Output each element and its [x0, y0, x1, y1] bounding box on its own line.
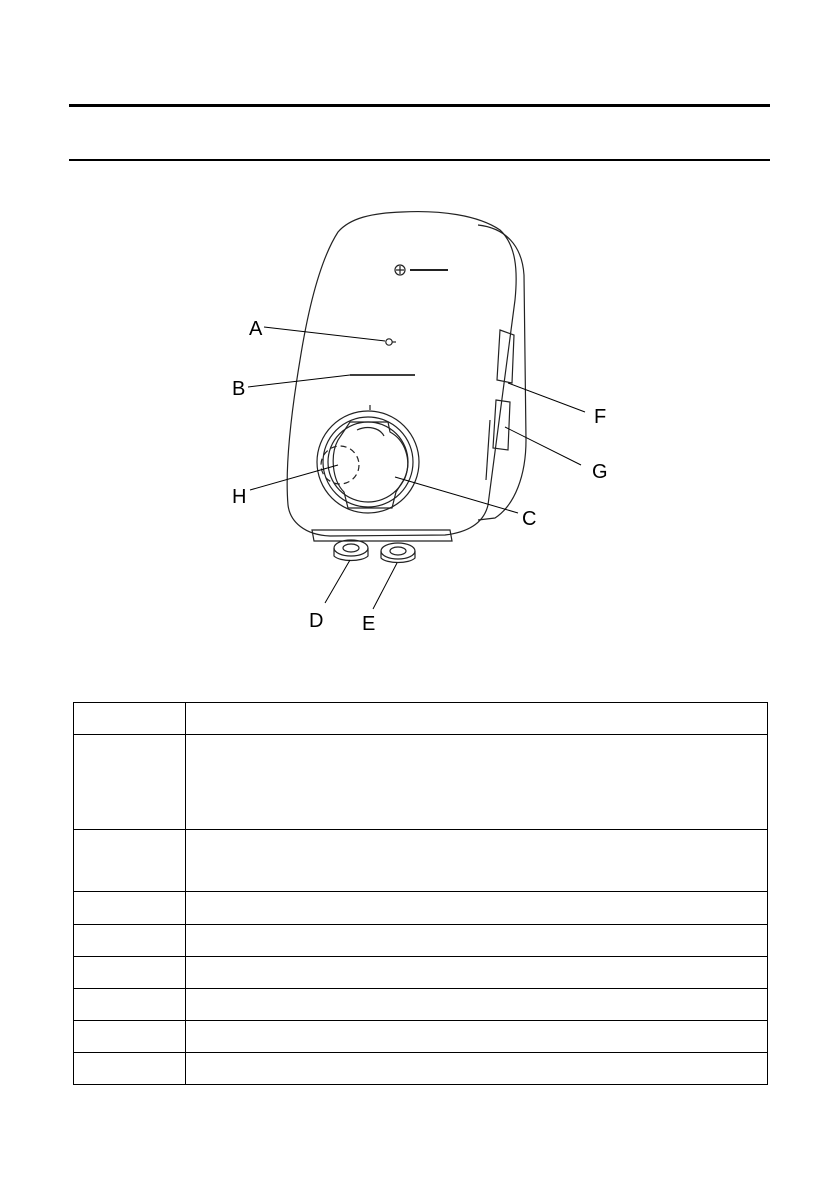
- table-cell: [186, 735, 768, 830]
- table-row: [74, 830, 768, 892]
- label-f: F: [594, 406, 607, 428]
- callout-labels: [232, 318, 608, 635]
- table-cell: [74, 989, 186, 1021]
- label-b: B: [232, 378, 246, 400]
- table-row: [74, 989, 768, 1021]
- table-cell: [74, 957, 186, 989]
- label-g: G: [592, 461, 608, 483]
- label-h: H: [232, 486, 247, 508]
- table-cell: [74, 925, 186, 957]
- label-e: E: [362, 613, 376, 635]
- table-cell: [186, 830, 768, 892]
- table-cell: [74, 892, 186, 925]
- table-row: [74, 703, 768, 735]
- table-row: [74, 925, 768, 957]
- table-row: [74, 735, 768, 830]
- table-cell: [186, 703, 768, 735]
- table-cell: [186, 1053, 768, 1085]
- table-cell: [186, 892, 768, 925]
- table-row: [74, 892, 768, 925]
- table-cell: [74, 830, 186, 892]
- table-cell: [186, 925, 768, 957]
- table-cell: [186, 1021, 768, 1053]
- component-table: [73, 702, 768, 1085]
- table-row: [74, 1021, 768, 1053]
- label-d: D: [309, 610, 324, 632]
- charger-body: [287, 212, 526, 563]
- table-cell: [186, 989, 768, 1021]
- table-cell: [74, 703, 186, 735]
- table-row: [74, 1053, 768, 1085]
- table-cell: [74, 735, 186, 830]
- table-row: [74, 957, 768, 989]
- table-cell: [74, 1053, 186, 1085]
- label-a: A: [249, 318, 263, 340]
- label-c: C: [522, 508, 537, 530]
- table-cell: [74, 1021, 186, 1053]
- table-cell: [186, 957, 768, 989]
